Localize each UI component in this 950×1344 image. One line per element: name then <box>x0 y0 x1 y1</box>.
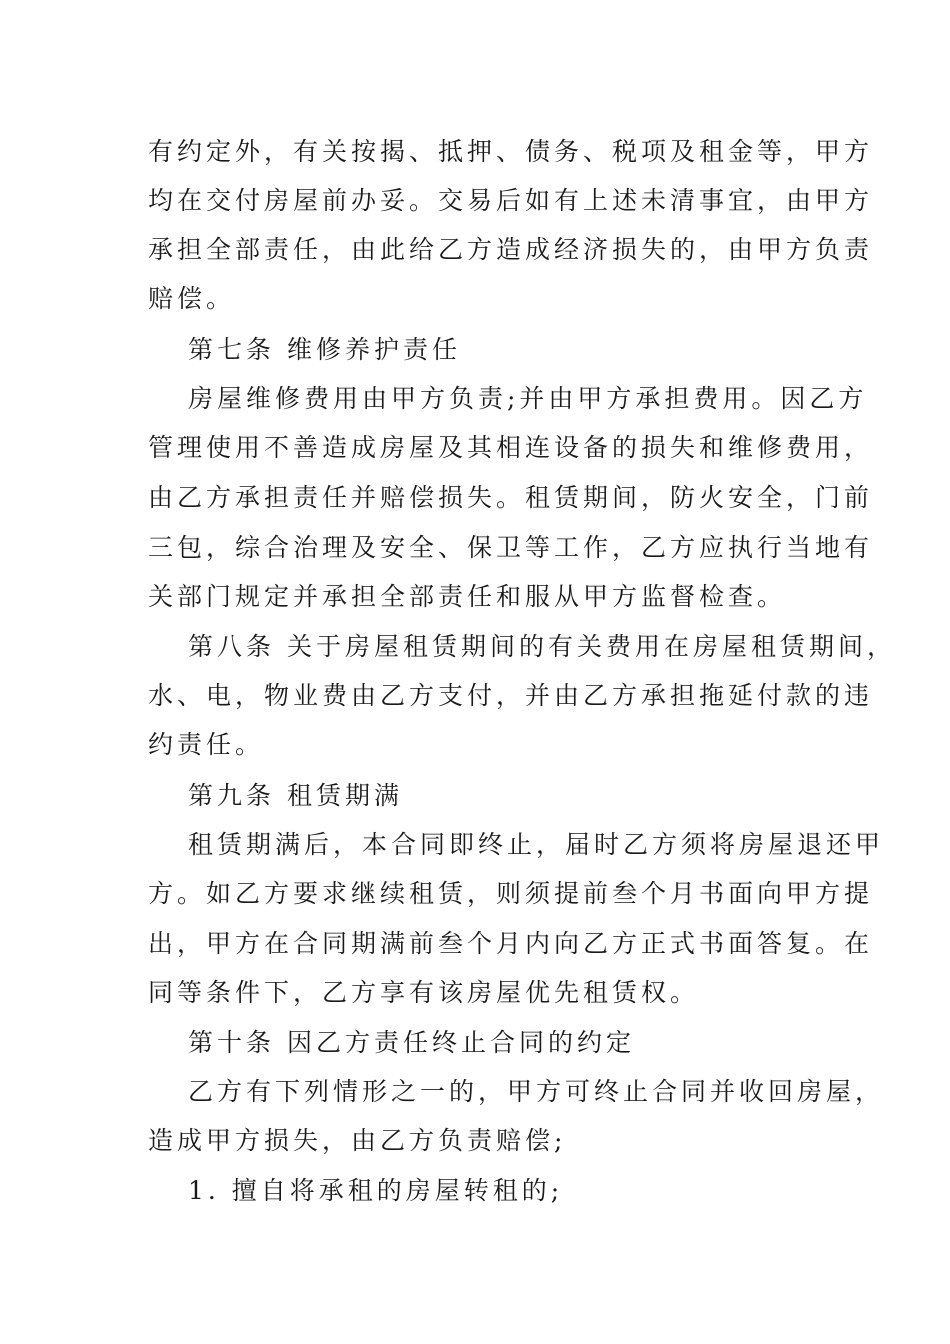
section-heading: 第八条 关于房屋租赁期间的有关费用在房屋租赁期间， <box>188 632 896 661</box>
text-line: 赔偿。 <box>148 284 236 313</box>
text-line: 均在交付房屋前办妥。交易后如有上述未清事宜，由甲方 <box>148 186 874 215</box>
text-line: 水、电，物业费由乙方支付，并由乙方承担拖延付款的违 <box>148 681 874 710</box>
text-line: 承担全部责任，由此给乙方造成经济损失的，由甲方负责 <box>148 235 874 264</box>
text-line: 管理使用不善造成房屋及其相连设备的损失和维修费用， <box>148 433 874 462</box>
text-line: 有约定外，有关按揭、抵押、债务、税项及租金等，甲方 <box>148 137 874 166</box>
text-line: 关部门规定并承担全部责任和服从甲方监督检查。 <box>148 582 787 611</box>
section-heading: 第七条 维修养护责任 <box>188 335 461 364</box>
text-line: 由乙方承担责任并赔偿损失。租赁期间，防火安全，门前 <box>148 483 874 512</box>
section-heading: 第十条 因乙方责任终止合同的约定 <box>188 1028 635 1057</box>
text-line: 三包，综合治理及安全、保卫等工作，乙方应执行当地有 <box>148 533 874 562</box>
text-line: 约责任。 <box>148 730 265 759</box>
text-line: 租赁期满后，本合同即终止，届时乙方须将房屋退还甲 <box>188 830 885 859</box>
text-line: 房屋维修费用由甲方负责;并由甲方承担费用。因乙方 <box>188 384 868 413</box>
text-line: 造成甲方损失，由乙方负责赔偿; <box>148 1126 567 1155</box>
text-line: 方。如乙方要求继续租赁，则须提前叁个月书面向甲方提 <box>148 879 874 908</box>
list-item: 1. 擅自将承租的房屋转租的; <box>188 1176 564 1205</box>
section-heading: 第九条 租赁期满 <box>188 781 403 810</box>
text-line: 乙方有下列情形之一的，甲方可终止合同并收回房屋， <box>188 1077 885 1106</box>
text-line: 出，甲方在合同期满前叁个月内向乙方正式书面答复。在 <box>148 929 874 958</box>
text-line: 同等条件下，乙方享有该房屋优先租赁权。 <box>148 978 700 1007</box>
